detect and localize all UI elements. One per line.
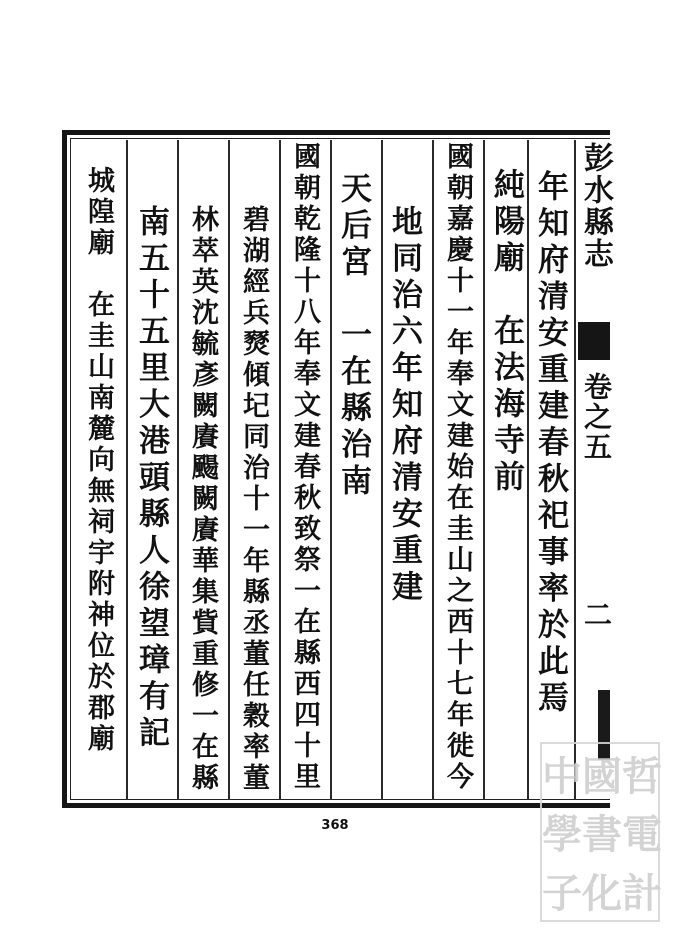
seal-glyph: 計 xyxy=(622,870,662,918)
seal-glyph: 子 xyxy=(542,870,582,918)
seal-glyph: 國 xyxy=(582,752,622,800)
text-column-3: 國朝嘉慶十一年奉文建始在圭山之西十七年徙今 xyxy=(442,142,473,793)
seal-glyph: 化 xyxy=(582,870,622,918)
seal-glyph: 哲 xyxy=(622,752,662,800)
column-rule xyxy=(432,140,434,800)
column-rule xyxy=(330,140,332,800)
column-rule xyxy=(381,140,383,800)
text-column-4: 地同治六年知府清安重建 xyxy=(386,205,422,607)
page-number: 368 xyxy=(321,818,349,833)
banxin-volume: 卷之五 xyxy=(580,372,613,462)
column-rule xyxy=(527,140,529,800)
column-rule xyxy=(126,140,128,800)
column-rule xyxy=(228,140,230,800)
seal-glyph: 書 xyxy=(582,811,622,859)
text-column-5: 天后宮 一在縣治南 xyxy=(335,172,371,501)
banxin-folio: 二 xyxy=(580,600,613,628)
text-column-6: 國朝乾隆十八年奉文建春秋致祭一在縣西四十里 xyxy=(289,142,320,793)
text-column-10: 城隍廟 在圭山南麓向無祠宇附神位於郡廟 xyxy=(83,166,114,755)
text-column-7: 碧湖經兵燹傾圮同治十一年縣丞董任穀率董 xyxy=(238,205,269,794)
library-seal xyxy=(540,742,660,922)
text-column-1: 年知府清安重建春秋祀事率於此焉 xyxy=(532,170,568,718)
banxin-title: 彭水縣志 xyxy=(578,142,613,270)
seal-glyph: 電 xyxy=(622,811,662,859)
fish-tail-mark xyxy=(578,322,610,360)
column-rule xyxy=(177,140,179,800)
column-rule xyxy=(279,140,281,800)
seal-glyph: 學 xyxy=(542,811,582,859)
text-column-2: 純陽廟 在法海寺前 xyxy=(488,168,524,497)
text-column-9: 南五十五里大港頭縣人徐望璋有記 xyxy=(133,205,169,753)
text-column-8: 林萃英沈毓彥闕賡颺闕賡華集貲重修一在縣 xyxy=(187,205,218,794)
column-rule xyxy=(483,140,485,800)
banxin-rule xyxy=(574,140,576,800)
seal-glyph: 中 xyxy=(542,752,582,800)
